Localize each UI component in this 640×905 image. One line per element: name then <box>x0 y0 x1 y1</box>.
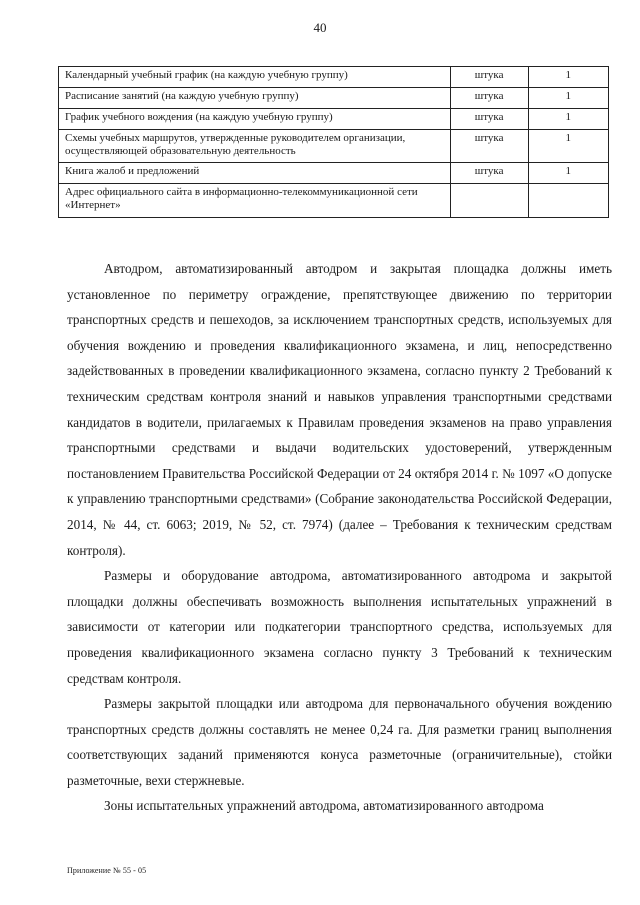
item-quantity <box>528 184 609 218</box>
item-quantity: 1 <box>528 109 609 130</box>
item-quantity: 1 <box>528 163 609 184</box>
table-row <box>59 109 609 130</box>
paragraph: Автодром, автоматизированный автодром и закрытая площадка должны иметь установленное по периметру ограждение, препятствующее движению по территории транспортных средств и пешеходов, за исключением транспортных средств, используемых для обучения вождению и проведения квалификационного экзамена, и лиц, непосредственно задействованных в проведении квалификационного экзамена, согласно пункту 2 Требований к техническим средствам контроля знаний и навыков управления транспортными средствами кандидатов в водители, прилагаемых к Правилам проведения экзаменов на право управления транспортными средствами и выдачи водительских удостоверений, утвержденным постановлением Правительства Российской Федерации от 24 октября 2014 г. № 1097 «О допуске к управлению транспортными средствами» (Собрание законодательства Российской Федерации, 2014, № 44, ст. 6063; 2019, № 52, ст. 7974) (далее – Требования к техническим средствам контроля). <box>67 261 612 558</box>
item-unit: штука <box>450 130 528 163</box>
table-row <box>59 163 609 184</box>
item-name: Расписание занятий (на каждую учебную группу) <box>59 88 451 109</box>
item-unit: штука <box>450 163 528 184</box>
table-row <box>59 67 609 88</box>
footer-appendix-label: Приложение № 55 - 05 <box>67 866 147 875</box>
item-name: Схемы учебных маршрутов, утвержденные руководителем организации, осуществляющей образовательную деятельность <box>59 130 451 163</box>
paragraph: Размеры и оборудование автодрома, автоматизированного автодрома и закрытой площадки должны обеспечивать возможность выполнения испытательных упражнений в зависимости от категории или подкатегории транспортного средства, используемых для проведения квалификационного экзамена согласно пункту 3 Требований к техническим средствам контроля. <box>67 568 612 686</box>
item-unit <box>450 184 528 218</box>
item-unit: штука <box>450 88 528 109</box>
item-name: График учебного вождения (на каждую учебную группу) <box>59 109 451 130</box>
table-row <box>59 88 609 109</box>
item-name: Адрес официального сайта в информационно-телекоммуникационной сети «Интернет» <box>59 184 451 218</box>
item-quantity: 1 <box>528 130 609 163</box>
requirements-table <box>58 66 609 218</box>
page-number: 40 <box>313 20 327 35</box>
paragraph: Размеры закрытой площадки или автодрома для первоначального обучения вождению транспортных средств должны составлять не менее 0,24 га. Для разметки границ выполнения соответствующих заданий применяются конуса разметочные (ограничительные), стойки разметочные, вехи стержневые. <box>67 696 612 788</box>
item-quantity: 1 <box>528 88 609 109</box>
item-unit: штука <box>450 67 528 88</box>
item-quantity: 1 <box>528 67 609 88</box>
table-row <box>59 130 609 163</box>
paragraph: Зоны испытательных упражнений автодрома, автоматизированного автодрома <box>104 798 544 814</box>
item-name: Календарный учебный график (на каждую учебную группу) <box>59 67 451 88</box>
body-text <box>67 256 612 819</box>
item-unit: штука <box>450 109 528 130</box>
table-row <box>59 184 609 218</box>
item-name: Книга жалоб и предложений <box>59 163 451 184</box>
